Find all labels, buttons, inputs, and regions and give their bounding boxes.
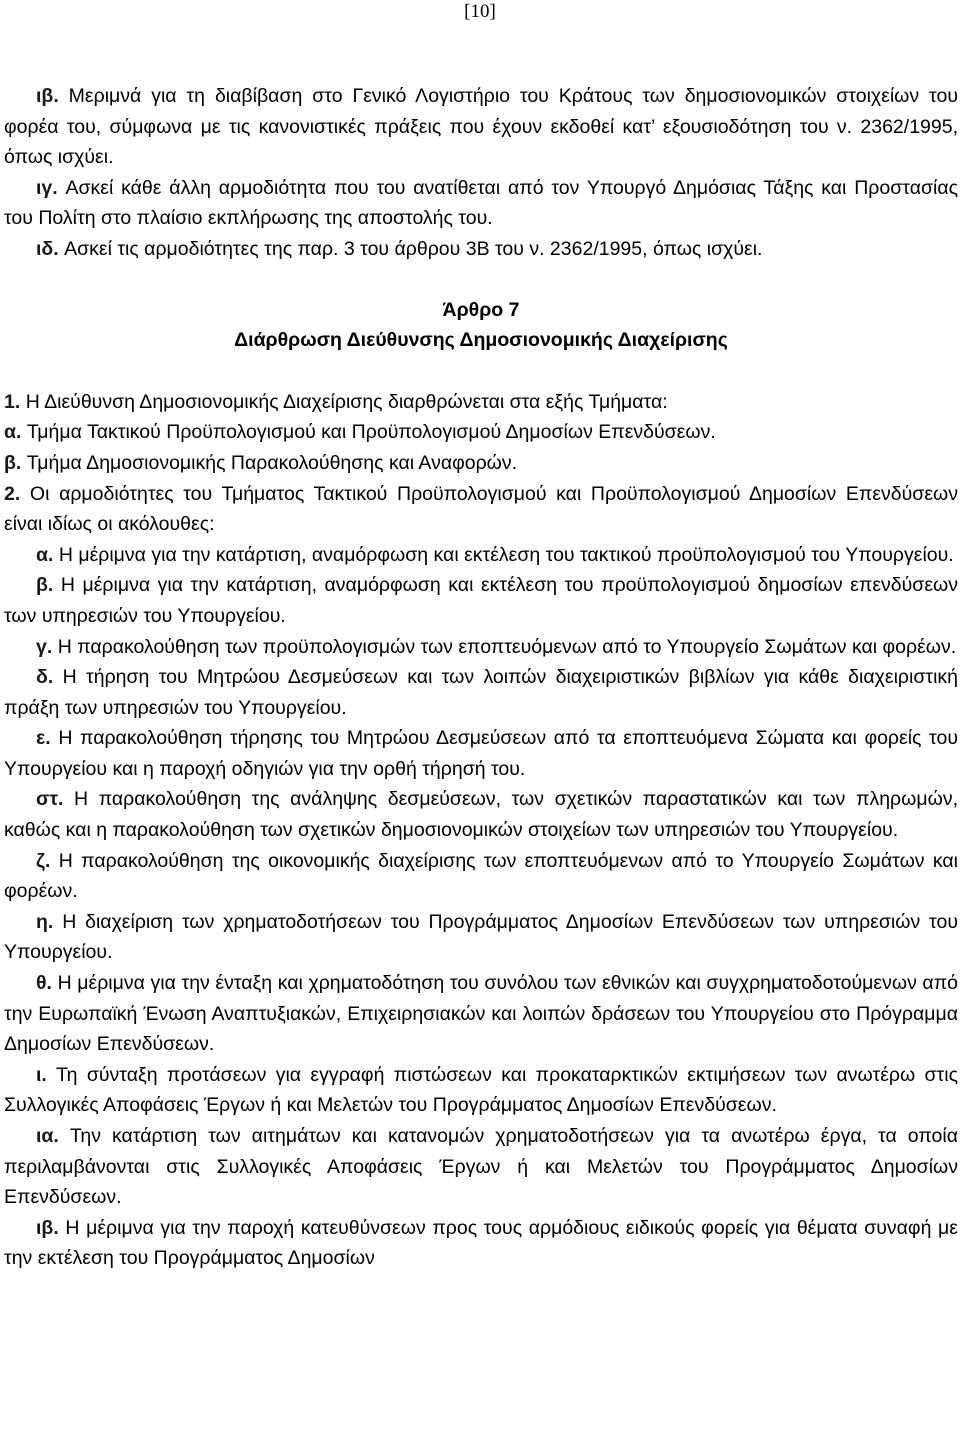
list-item bbox=[4, 540, 958, 571]
item-label: ι. bbox=[36, 1063, 47, 1086]
paragraph-text: Η Διεύθυνση Δημοσιονομικής Διαχείρισης διαρθρώνεται στα εξής Τμήματα: bbox=[25, 390, 668, 413]
item-label: θ. bbox=[36, 972, 52, 995]
paragraph-number: 2. bbox=[4, 482, 21, 505]
item-text: Η μέριμνα για την κατάρτιση, αναμόρφωση και εκτέλεση του προϋπολογισμού δημοσίων επενδύσεων των υπηρεσιών του Υπουργείου. bbox=[4, 574, 958, 627]
item-text: Η τήρηση του Μητρώου Δεσμεύσεων και των λοιπών διαχειριστικών βιβλίων για κάθε διαχειριστική πράξη των υπηρεσιών του Υπουργείου. bbox=[4, 666, 958, 719]
item-text: Η παρακολούθηση της οικονομικής διαχείρισης των εποπτευόμενων από το Υπουργείο Σωμάτων και φορέων. bbox=[4, 849, 958, 903]
list-item bbox=[4, 846, 958, 907]
item-label: ιβ. bbox=[36, 85, 59, 107]
item-label: η. bbox=[36, 910, 54, 933]
item-label: β. bbox=[4, 451, 22, 474]
list-item bbox=[4, 417, 958, 448]
list-item bbox=[4, 1060, 958, 1121]
item-text: Η μέριμνα για την παροχή κατευθύνσεων προς τους αρμόδιους ειδικούς φορείς για θέματα συναφή με την εκτέλεση του Προγράμματος Δημοσίων bbox=[4, 1216, 958, 1270]
item-text: Η μέριμνα για την κατάρτιση, αναμόρφωση και εκτέλεση του τακτικού προϋπολογισμού του Υπουργείου. bbox=[58, 543, 954, 566]
item-label: α. bbox=[4, 421, 22, 444]
article-title: Άρθρο 7 bbox=[442, 298, 520, 321]
list-item bbox=[4, 448, 958, 479]
item-text: Ασκεί τις αρμοδιότητες της παρ. 3 του άρθρου 3Β του ν. 2362/1995, όπως ισχύει. bbox=[64, 237, 763, 260]
item-text: Η παρακολούθηση των προϋπολογισμών των εποπτευόμενων από το Υπουργείο Σωμάτων και φορέων. bbox=[57, 635, 957, 658]
item-label: στ. bbox=[36, 788, 64, 811]
list-item bbox=[4, 1213, 958, 1274]
item-text: Μεριμνά για τη διαβίβαση στο Γενικό Λογιστήριο του Κράτους των δημοσιονομικών στοιχείων του φορέα του, σύμφωνα με τις κανονιστικές πράξεις που έχουν εκδοθεί κατ’ εξουσιοδότηση του ν. 2362/1995, όπως ισχύει. bbox=[4, 85, 958, 169]
paragraph-text: Οι αρμοδιότητες του Τμήματος Τακτικού Προϋπολογισμού και Προϋπολογισμού Δημοσίων Επενδύσεων είναι ιδίως οι ακόλουθες: bbox=[4, 482, 959, 536]
document-body bbox=[4, 81, 958, 1274]
item-text: Η διαχείριση των χρηματοδοτήσεων του Προγράμματος Δημοσίων Επενδύσεων των υπηρεσιών του Υπουργείου. bbox=[4, 910, 958, 964]
list-item bbox=[4, 968, 958, 1060]
item-label: ζ. bbox=[36, 849, 51, 872]
list-item-id bbox=[4, 234, 958, 265]
item-text: Ασκεί κάθε άλλη αρμοδιότητα που του ανατίθεται από τον Υπουργό Δημόσιας Τάξης και Προστασίας του Πολίτη στο πλαίσιο εκπλήρωσης της αποστολής του. bbox=[4, 176, 958, 230]
item-label: ιγ. bbox=[36, 176, 58, 199]
item-text: Τη σύνταξη προτάσεων για εγγραφή πιστώσεων και προκαταρκτικών εκτιμήσεων των ανωτέρω στις Συλλογικές Αποφάσεις Έργων ή και Μελετών του Προγράμματος Δημοσίων Επενδύσεων. bbox=[4, 1063, 958, 1117]
paragraph-2 bbox=[4, 479, 958, 540]
item-label: γ. bbox=[36, 635, 53, 658]
item-label: δ. bbox=[36, 666, 54, 689]
list-item bbox=[4, 907, 958, 968]
item-text: Τμήμα Τακτικού Προϋπολογισμού και Προϋπολογισμού Δημοσίων Επενδύσεων. bbox=[26, 421, 716, 444]
item-label: ιδ. bbox=[36, 237, 59, 260]
item-text: Τμήμα Δημοσιονομικής Παρακολούθησης και Αναφορών. bbox=[26, 451, 518, 474]
list-item-ib bbox=[4, 81, 958, 173]
item-label: β. bbox=[36, 574, 54, 597]
item-label: α. bbox=[36, 543, 54, 566]
list-item bbox=[4, 632, 958, 663]
item-label: ια. bbox=[36, 1125, 59, 1147]
item-label: ιβ. bbox=[36, 1216, 59, 1239]
list-item bbox=[4, 784, 958, 845]
list-item bbox=[4, 570, 958, 631]
page-number: [10] bbox=[464, 1, 496, 22]
paragraph-1 bbox=[4, 387, 958, 418]
list-item bbox=[4, 723, 958, 784]
item-text: Η παρακολούθηση τήρησης του Μητρώου Δεσμεύσεων από τα εποπτευόμενα Σώματα και φορείς του Υπουργείου και η παροχή οδηγιών για την ορθή τήρησή του. bbox=[4, 727, 958, 780]
list-item bbox=[4, 662, 958, 723]
article-subtitle: Διάρθρωση Διεύθυνσης Δημοσιονομικής Διαχείρισης bbox=[234, 329, 728, 352]
item-text: Η μέριμνα για την ένταξη και χρηματοδότηση του συνόλου των εθνικών και συγχρηματοδοτούμενων από την Ευρωπαϊκή Ένωση Αναπτυξιακών, Επιχειρησιακών και λοιπών δράσεων του Υπουργείου στο Πρόγραμμα Δημοσίων Επενδύσεων. bbox=[4, 972, 959, 1056]
list-item-ig bbox=[4, 173, 958, 234]
item-text: Η παρακολούθηση της ανάληψης δεσμεύσεων, των σχετικών παραστατικών και των πληρωμών, καθώς και η παρακολούθηση των σχετικών δημοσιονομικών στοιχείων των υπηρεσιών του Υπουργείου. bbox=[4, 788, 958, 842]
paragraph-number: 1. bbox=[4, 390, 21, 413]
item-text: Την κατάρτιση των αιτημάτων και κατανομών χρηματοδοτήσεων για τα ανωτέρω έργα, τα οποία περιλαμβάνονται στις Συλλογικές Αποφάσεις Έργων ή και Μελετών του Προγράμματος Δημοσίων Επενδύσεων. bbox=[4, 1125, 958, 1209]
item-label: ε. bbox=[36, 727, 51, 750]
list-item bbox=[4, 1121, 958, 1213]
